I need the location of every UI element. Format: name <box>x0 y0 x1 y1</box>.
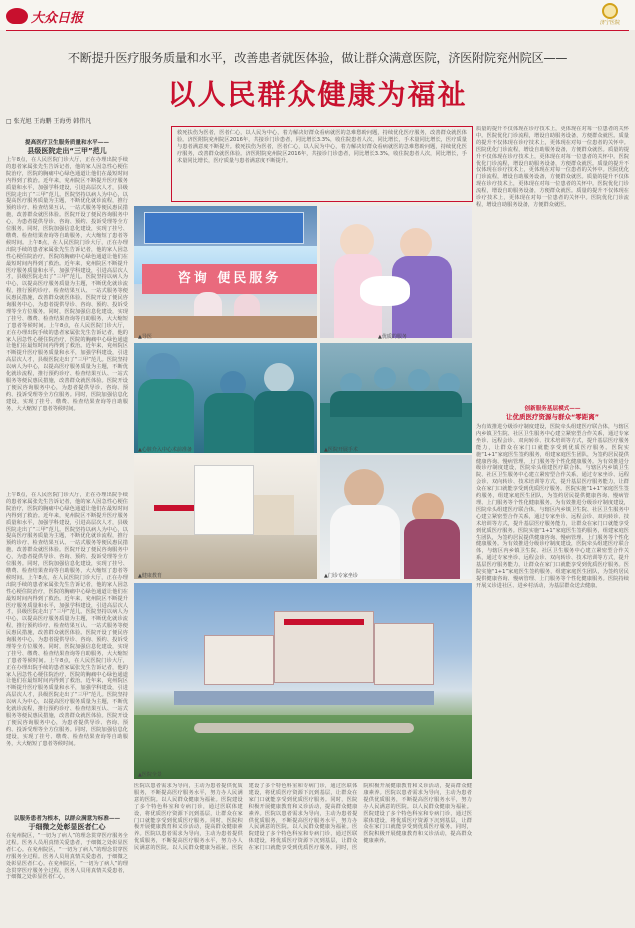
left-column-cont: 上午8点，在人民医院门诊大厅，正在办理出院手续的患者家属张先生告诉记者，他的家人因急性心梗住院治疗，医院的胸痛中心绿色通道让他们在最短时间内得到了救治。近年来，兖州院区不断提升医疗服务质量和水平，加强学科建设，引进高层次人才，县级医院走出了“三甲”范儿。医院坚持以病人为中心，以提高医疗服务质量为主题，不断优化就诊流程，推行预约诊疗、检查结果互认、一站式服务等便民惠民措施，改善群众就医体验。医院开设了便民咨询服务中心，为患者提供导诊、咨询、预约、投诉受理等全方位服务。同时，医院加强信息化建设，实现了挂号、缴费、检查结果查询等自助服务，大大缩短了患者等候时间。上午8点，在人民医院门诊大厅，正在办理出院手续的患者家属张先生告诉记者，他的家人因急性心梗住院治疗，医院的胸痛中心绿色通道让他们在最短时间内得到了救治。近年来，兖州院区不断提升医疗服务质量和水平，加强学科建设，引进高层次人才，县级医院走出了“三甲”范儿。医院坚持以病人为中心，以提高医疗服务质量为主题，不断优化就诊流程，推行预约诊疗、检查结果互认、一站式服务等便民惠民措施，改善群众就医体验。医院开设了便民咨询服务中心，为患者提供导诊、咨询、预约、投诉受理等全方位服务。同时，医院加强信息化建设，实现了挂号、缴费、检查结果查询等自助服务，大大缩短了患者等候时间。上午8点，在人民医院门诊大厅，正在办理出院手续的患者家属张先生告诉记者，他的家人因急性心梗住院治疗，医院的胸痛中心绿色通道让他们在最短时间内得到了救治。近年来，兖州院区不断提升医疗服务质量和水平，加强学科建设，引进高层次人才，县级医院走出了“三甲”范儿。医院坚持以病人为中心，以提高医疗服务质量为主题，不断优化就诊流程，推行预约诊疗、检查结果互认、一站式服务等便民惠民措施，改善群众就医体验。医院开设了便民咨询服务中心，为患者提供导诊、咨询、预约、投诉受理等全方位服务。同时，医院加强信息化建设，实现了挂号、缴费、检查结果查询等自助服务，大大缩短了患者等候时间。 <box>6 492 128 747</box>
hospital-logo <box>594 3 626 28</box>
caption-6: ▲门诊专家坐诊 <box>324 573 358 579</box>
caption-2: ▲优质的服务 <box>378 334 407 340</box>
top-rule <box>6 30 629 31</box>
left-column-section2 <box>6 815 128 925</box>
paper-name: 大众日报 <box>31 10 84 26</box>
section1-body: 上午8点，在人民医院门诊大厅，正在办理出院手续的患者家属张先生告诉记者，他的家人因急性心梗住院治疗，医院的胸痛中心绿色通道让他们在最短时间内得到了救治。近年来，兖州院区不断提升医疗服务质量和水平，加强学科建设，引进高层次人才，县级医院走出了“三甲”范儿。医院坚持以病人为中心，以提高医疗服务质量为主题，不断优化就诊流程，推行预约诊疗、检查结果互认、一站式服务等便民惠民措施，改善群众就医体验。医院开设了便民咨询服务中心，为患者提供导诊、咨询、预约、投诉受理等全方位服务。同时，医院加强信息化建设，实现了挂号、缴费、检查结果查询等自助服务，大大缩短了患者等候时间。上午8点，在人民医院门诊大厅，正在办理出院手续的患者家属张先生告诉记者，他的家人因急性心梗住院治疗，医院的胸痛中心绿色通道让他们在最短时间内得到了救治。近年来，兖州院区不断提升医疗服务质量和水平，加强学科建设，引进高层次人才，县级医院走出了“三甲”范儿。医院坚持以病人为中心，以提高医疗服务质量为主题，不断优化就诊流程，推行预约诊疗、检查结果互认、一站式服务等便民惠民措施，改善群众就医体验。医院开设了便民咨询服务中心，为患者提供导诊、咨询、预约、投诉受理等全方位服务。同时，医院加强信息化建设，实现了挂号、缴费、检查结果查询等自助服务，大大缩短了患者等候时间。上午8点，在人民医院门诊大厅，正在办理出院手续的患者家属张先生告诉记者，他的家人因急性心梗住院治疗，医院的胸痛中心绿色通道让他们在最短时间内得到了救治。近年来，兖州院区不断提升医疗服务质量和水平，加强学科建设，引进高层次人才，县级医院走出了“三甲”范儿。医院坚持以病人为中心，以提高医疗服务质量为主题，不断优化就诊流程，推行预约诊疗、检查结果互认、一站式服务等便民惠民措施，改善群众就医体验。医院开设了便民咨询服务中心，为患者提供导诊、咨询、预约、投诉受理等全方位服务。同时，医院加强信息化建设，实现了挂号、缴费、检查结果查询等自助服务，大大缩短了患者等候时间。 <box>6 157 128 412</box>
caption-3: ▲心脏介入中心术前准备 <box>138 447 192 453</box>
section3-title: 让优质医疗资源与群众“零距离” <box>505 413 600 421</box>
photo-nurses <box>320 206 472 338</box>
caption-7: ▲医院全景 <box>138 772 162 778</box>
main-headline: 以人民群众健康为福祉 <box>167 78 468 111</box>
section3-body: 为有效推进分级诊疗制度建设，医院牵头组建医疗联合体，与辖区内乡镇卫生院、社区卫生服务中心建立紧密型合作关系，通过专家坐诊、远程会诊、双向转诊、技术培训等方式，提升基层医疗服务能力，让群众在家门口就能享受到优质医疗服务。医院实施“1+1”家庭医生签约服务，组建家庭医生团队，为签约居民提供健康咨询、慢病管理、上门服务等个性化健康服务。为有效推进分级诊疗制度建设，医院牵头组建医疗联合体，与辖区内乡镇卫生院、社区卫生服务中心建立紧密型合作关系，通过专家坐诊、远程会诊、双向转诊、技术培训等方式，提升基层医疗服务能力，让群众在家门口就能享受到优质医疗服务。医院实施“1+1”家庭医生签约服务，组建家庭医生团队，为签约居民提供健康咨询、慢病管理、上门服务等个性化健康服务。为有效推进分级诊疗制度建设，医院牵头组建医疗联合体，与辖区内乡镇卫生院、社区卫生服务中心建立紧密型合作关系，通过专家坐诊、远程会诊、双向转诊、技术培训等方式，提升基层医疗服务能力，让群众在家门口就能享受到优质医疗服务。医院实施“1+1”家庭医生签约服务，组建家庭医生团队，为签约居民提供健康咨询、慢病管理、上门服务等个性化健康服务。为有效推进分级诊疗制度建设，医院牵头组建医疗联合体，与辖区内乡镇卫生院、社区卫生服务中心建立紧密型合作关系，通过专家坐诊、远程会诊、双向转诊、技术培训等方式，提升基层医疗服务能力，让群众在家门口就能享受到优质医疗服务。医院实施“1+1”家庭医生签约服务，组建家庭医生团队，为签约居民提供健康咨询、慢病管理、上门服务等个性化健康服务。医院持续开展义诊进社区、进乡村活动，为基层群众送去健康。 <box>476 424 629 589</box>
lead-box: 救死扶伤为医者，医者仁心，以人民为中心，着力解决好群众看病就医的急难愁盼问题，持续优化医疗服务，改善群众就医体验。济医附院兖州院区2016年，共接诊门诊患者，同比增长3.3%，收住院患者人次，同比增长，手术量同比增长，医疗质量与患者满意度不断提升。救死扶伤为医者，医者仁心，以人民为中心，着力解决好群众看病就医的急难愁盼问题，持续优化医疗服务，改善群众就医体验。济医附院兖州院区2016年，共接诊门诊患者，同比增长3.3%，收住院患者人次，同比增长，手术量同比增长，医疗质量与患者满意度不断提升。 <box>171 126 473 202</box>
byline: □ 张光旭 王海鹏 王海勇 韩伟凡 <box>6 118 92 125</box>
bottom-middle-text: 医院以患者需求为导向，主动为患者提供优质服务，不断提高医疗服务水平，努力办人民满意的医院。以人民群众健康为福祉。医院建设了多个特色科室和专病门诊，通过医联体建设，将优质医疗资源下沉到基层，让群众在家门口就能享受到优质医疗服务。同时，医院积极开展健康教育和义诊活动，提高群众健康素养。医院以患者需求为导向，主动为患者提供优质服务，不断提高医疗服务水平，努力办人民满意的医院。以人民群众健康为福祉。医院建设了多个特色科室和专病门诊，通过医联体建设，将优质医疗资源下沉到基层，让群众在家门口就能享受到优质医疗服务。同时，医院积极开展健康教育和义诊活动，提高群众健康素养。医院以患者需求为导向，主动为患者提供优质服务，不断提高医疗服务水平，努力办人民满意的医院。以人民群众健康为福祉。医院建设了多个特色科室和专病门诊，通过医联体建设，将优质医疗资源下沉到基层，让群众在家门口就能享受到优质医疗服务。同时，医院积极开展健康教育和义诊活动，提高群众健康素养。医院以患者需求为导向，主动为患者提供优质服务，不断提高医疗服务水平，努力办人民满意的医院。以人民群众健康为福祉。医院建设了多个特色科室和专病门诊，通过医联体建设，将优质医疗资源下沉到基层，让群众在家门口就能享受到优质医疗服务。同时，医院积极开展健康教育和义诊活动，提高群众健康素养。 <box>134 783 472 852</box>
left-column <box>6 131 128 491</box>
photo-health-education <box>134 455 317 579</box>
service-signboard: 咨询 便民服务 <box>142 264 317 294</box>
newspaper-logo[interactable] <box>6 6 96 26</box>
section2-body: 在兖州院区，“一切为了病人”的理念贯穿医疗服务全过程。医务人员用真情关爱患者，于细微之处彰显医者仁心。在兖州院区，“一切为了病人”的理念贯穿医疗服务全过程。医务人员用真情关爱患者，于细微之处彰显医者仁心。在兖州院区，“一切为了病人”的理念贯穿医疗服务全过程。医务人员用真情关爱患者，于细微之处彰显医者仁心。 <box>6 833 128 881</box>
right-column-top: 质量的提升不仅体现在诊疗技术上，更体现在对每一位患者的关怀中。医院优化门诊流程，增设自助服务设备，方便群众就医。质量的提升不仅体现在诊疗技术上，更体现在对每一位患者的关怀中。医院优化门诊流程，增设自助服务设备，方便群众就医。质量的提升不仅体现在诊疗技术上，更体现在对每一位患者的关怀中。医院优化门诊流程，增设自助服务设备，方便群众就医。质量的提升不仅体现在诊疗技术上，更体现在对每一位患者的关怀中。医院优化门诊流程，增设自助服务设备，方便群众就医。质量的提升不仅体现在诊疗技术上，更体现在对每一位患者的关怀中。医院优化门诊流程，增设自助服务设备，方便群众就医。质量的提升不仅体现在诊疗技术上，更体现在对每一位患者的关怀中。医院优化门诊流程，增设自助服务设备，方便群众就医。 <box>476 126 629 208</box>
section1-kicker: 提高医疗卫生服务质量和水平—— <box>25 140 109 146</box>
hospital-logo-text: 济宁医院 <box>599 20 620 26</box>
photo-surgery <box>134 343 317 453</box>
caption-4: ▲医院开展手术 <box>324 447 358 453</box>
headline-kicker: 不断提升医疗服务质量和水平，改善患者就医体验，做让群众满意医院，济医附院兖州院区—— <box>67 51 568 65</box>
photo-information-desk <box>134 206 317 338</box>
caption-1: ▲导医 <box>138 334 152 340</box>
section2-title: 于细微之处彰显医者仁心 <box>28 823 106 831</box>
right-column-section3 <box>476 405 629 925</box>
section3-kicker: 创新服务基层模式—— <box>524 406 581 412</box>
masthead <box>0 0 635 30</box>
photo-surgery-team <box>320 343 472 453</box>
caption-5: ▲健康教育 <box>138 573 162 579</box>
section1-title: 县级医院走出“三甲”范儿 <box>27 147 107 155</box>
section2-kicker: 以服务患者为根本，以群众满意为标准—— <box>13 816 121 822</box>
photo-doctor-consultation <box>320 455 472 579</box>
photo-hospital-panorama <box>134 583 472 779</box>
hospital-emblem-icon <box>602 3 618 19</box>
dazhong-logo-icon <box>6 8 28 24</box>
